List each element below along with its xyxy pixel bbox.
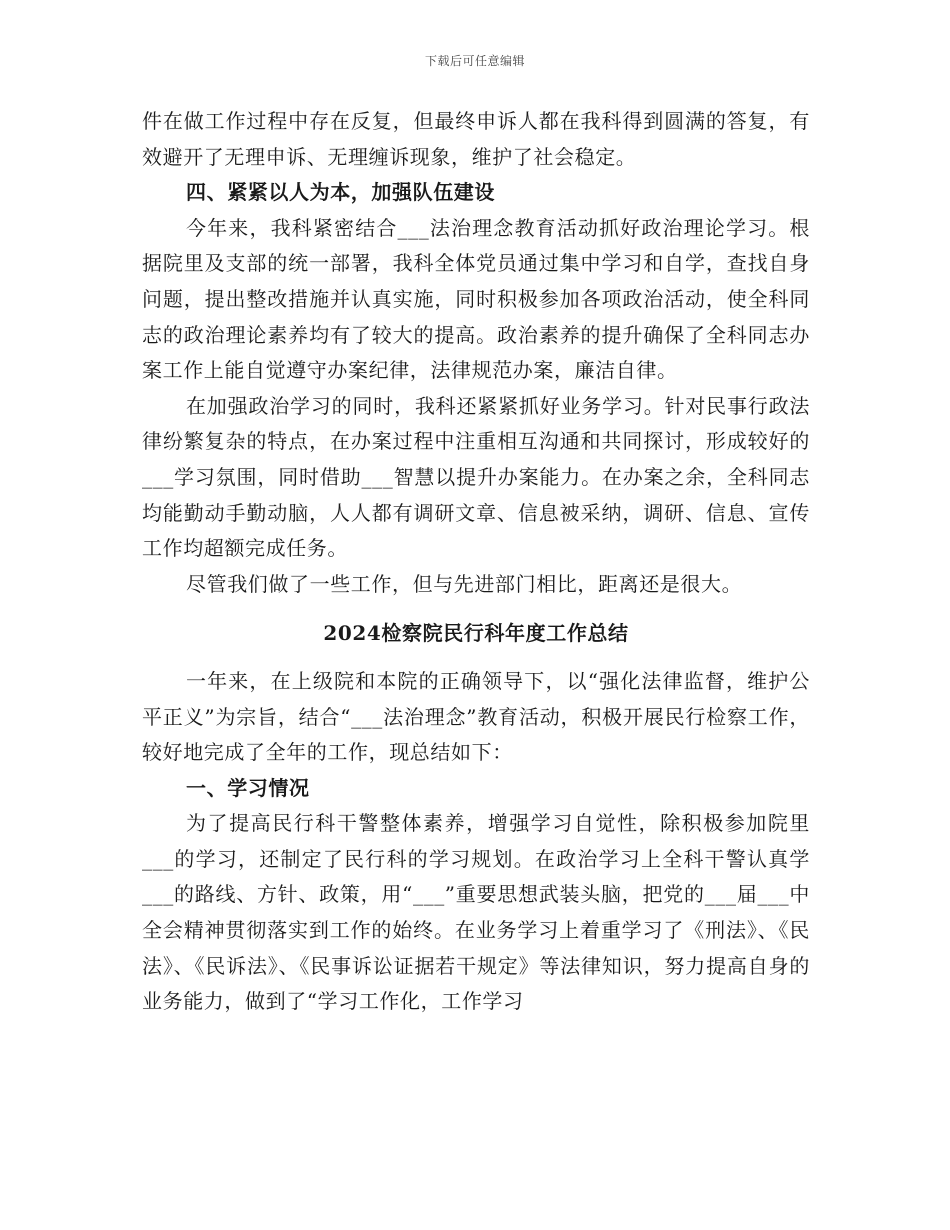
paragraph-intro: 一年来，在上级院和本院的正确领导下，以“强化法律监督，维护公平正义”为宗旨，结合“___法治理念”教育活动，积极开展民行检察工作，较好地完成了全年的工作，现总结如下：: [142, 668, 810, 765]
paragraph-continued: 件在做工作过程中存在反复，但最终申诉人都在我科得到圆满的答复，有效避开了无理申诉、无理缠诉现象，维护了社会稳定。: [142, 109, 810, 169]
document-body: [142, 104, 810, 1020]
paragraph-business-study: 在加强政治学习的同时，我科还紧紧抓好业务学习。针对民事行政法律纷繁复杂的特点，在办案过程中注重相互沟通和共同探讨，形成较好的___学习氛围，同时借助___智慧以提升办案能力。在办案之余，全科同志均能勤动手勤动脑，人人都有调研文章、信息被采纳，调研、信息、宣传工作均超额完成任务。: [142, 393, 810, 561]
paragraph-conclusion: 尽管我们做了一些工作，但与先进部门相比，距离还是很大。: [186, 571, 743, 596]
section-heading-study: 一、学习情况: [186, 775, 310, 800]
paragraph-political-study: 今年来，我科紧密结合___法治理念教育活动抓好政治理论学习。根据院里及支部的统一部署，我科全体党员通过集中学习和自学，查找自身问题，提出整改措施并认真实施，同时积极参加各项政治活动，使全科同志的政治理论素养均有了较大的提高。政治素养的提升确保了全科同志办案工作上能自觉遵守办案纪律，法律规范办案，廉洁自律。: [142, 215, 810, 383]
section-heading-team-building: 四、紧紧以人为本，加强队伍建设: [186, 180, 495, 205]
document-title: 2024检察院民行科年度工作总结: [323, 621, 629, 646]
header-note: 下载后可任意编辑: [424, 54, 525, 68]
paragraph-study-details: 为了提高民行科干警整体素养，增强学习自觉性，除积极参加院里___的学习，还制定了民行科的学习规划。在政治学习上全科干警认真学___的路线、方针、政策，用“___”重要思想武装头脑，把党的___届___中全会精神贯彻落实到工作的始终。在业务学习上着重学习了《刑法》、《民法》、《民诉法》、《民事诉讼证据若干规定》等法律知识，努力提高自身的业务能力，做到了“学习工作化，工作学习: [142, 811, 810, 1014]
